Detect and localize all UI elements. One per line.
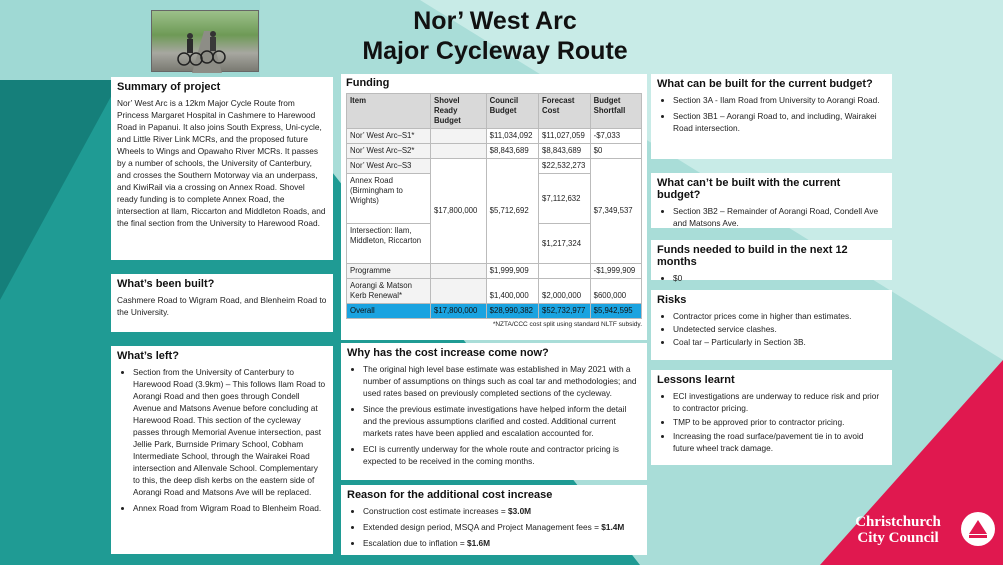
funding-heading: Funding — [346, 77, 390, 89]
overall-row: Overall $17,800,000 $28,990,382 $52,732,977 $5,942,595 — [347, 304, 642, 319]
built-heading: What’s been built? — [117, 278, 215, 290]
list-item: • The original high level base estimate was established in May 2021 with a number of assumptions on things such as coal tar and methodologies; and used rates based on previously completed sections of the cycleway. — [363, 363, 641, 399]
list-item: • Construction cost estimate increases = $3.0M — [363, 505, 641, 517]
why-panel — [341, 343, 647, 480]
table-row: Aorangi & Matson Kerb Renewal* $1,400,000 $2,000,000 $600,000 — [347, 279, 642, 304]
lessons-panel — [651, 370, 892, 465]
cant-heading: What can’t be built with the current budget? — [657, 177, 841, 201]
list-item: • Since the previous estimate investigations have helped inform the detail and the previous assumptions clarified and costed. Additional current markets rates have been applied and escalation accounted for. — [363, 403, 641, 439]
left-panel — [111, 346, 333, 554]
list-item: • Undetected service clashes. — [673, 323, 886, 335]
list-item: • Section 3B2 – Remainder of Aorangi Road, Condell Ave and Matsons Ave. — [673, 205, 886, 229]
reason-heading: Reason for the additional cost increase — [347, 489, 553, 501]
table-row: Nor’ West Arc–S2* $8,843,689 $8,843,689 $0 — [347, 144, 642, 159]
summary-heading: Summary of project — [117, 81, 221, 93]
reason-panel — [341, 485, 647, 555]
page-title: Nor’ West Arc Major Cycleway Route — [362, 7, 628, 65]
council-logo: Christchurch City Council — [838, 510, 998, 555]
column-header: Item — [347, 94, 431, 129]
list-item: • TMP to be approved prior to contractor pricing. — [673, 416, 886, 428]
can-heading: What can be built for the current budget? — [657, 78, 873, 90]
column-header: Council Budget — [486, 94, 538, 129]
list-item: • Extended design period, MSQA and Project Management fees = $1.4M — [363, 521, 641, 533]
funding-table — [346, 93, 642, 319]
list-item: • Coal tar – Particularly in Section 3B. — [673, 336, 886, 348]
risks-panel — [651, 290, 892, 360]
council-emblem-icon — [961, 512, 995, 546]
list-item: • $0 — [673, 272, 886, 284]
lessons-heading: Lessons learnt — [657, 374, 735, 386]
why-heading: Why has the cost increase come now? — [347, 347, 549, 359]
list-item: • Annex Road from Wigram Road to Blenheim Road. — [133, 502, 327, 514]
summary-panel — [111, 77, 333, 260]
funds-heading: Funds needed to build in the next 12 months — [657, 244, 848, 268]
column-header: Forecast Cost — [539, 94, 591, 129]
table-footnote: *NZTA/CCC cost split using standard NLTF subsidy. — [492, 321, 642, 328]
column-header: Shovel Ready Budget — [431, 94, 487, 129]
risks-heading: Risks — [657, 294, 687, 306]
column-header: Budget Shortfall — [590, 94, 641, 129]
funds-panel — [651, 240, 892, 283]
table-row: Annex Road (Birmingham to Wrights) $7,112,632 — [347, 174, 642, 224]
built-panel — [111, 274, 333, 332]
built-text: Cashmere Road to Wigram Road, and Blenheim Road to the University. — [117, 295, 327, 317]
funding-panel — [341, 74, 647, 340]
list-item: • Contractor prices come in higher than estimates. — [673, 310, 886, 322]
summary-text: Nor’ West Arc is a 12km Major Cycle Route from Princess Margaret Hospital in Cashmere to Harewood Road in Papanui. It also joins South Express, Uni-cycle, and Little River Link MCRs, and the proposed future Wheels to Wings and Opawaho River MCRs. It passes by a number of schools, the University of Canterbury, and crosses the Southern Motorway via an underpass, and KiwiRail via a crossing on Annex Road. Shovel ready funding is to complete Annex Road, the intersection at Ilam, Riccarton and Middleton Roads, and the final section from the University to Harewood Road. — [117, 98, 326, 228]
table-row: Nor’ West Arc–S3 $17,800,000 $5,712,692 $22,532,273 $7,349,537 — [347, 159, 642, 174]
cyclists-photo — [151, 10, 259, 72]
list-item: • Section from the University of Canterbury to Harewood Road (3.9km) – This follows Ilam Road to Aorangi Road and then goes through Condell Avenue and Matsons Avenue before concluding at Harewood Road. This section of the cycleway passes through Memorial Avenue intersection, past Jellie Park, Burnside Primary School, Cobham Intermediate School, through the Wairakei Road intersection and Allenvale School. Complementary to this, the deep dish kerbs on the eastern side of Aorangi Road and Matsons Ave will be replaced. — [133, 366, 327, 498]
list-item: • Escalation due to inflation = $1.6M — [363, 537, 641, 549]
cant-build-panel — [651, 173, 892, 228]
list-item: • Section 3B1 – Aorangi Road to, and including, Wairakei Road intersection. — [673, 110, 886, 134]
list-item: • ECI is currently underway for the whole route and contractor pricing is expected to be received in the coming months. — [363, 443, 641, 467]
table-row: Programme $1,999,909 -$1,999,909 — [347, 264, 642, 279]
list-item: • Section 3A - Ilam Road from University to Aorangi Road. — [673, 94, 886, 106]
left-heading: What’s left? — [117, 350, 179, 362]
can-build-panel — [651, 74, 892, 159]
table-row: Nor’ West Arc–S1* $11,034,092 $11,027,059 -$7,033 — [347, 129, 642, 144]
table-row: Intersection: Ilam, Middleton, Riccarton $1,217,324 — [347, 224, 642, 264]
list-item: • Increasing the road surface/pavement tie in to avoid future wheel track damage. — [673, 430, 886, 454]
list-item: • ECI investigations are underway to reduce risk and prior to contractor pricing. — [673, 390, 886, 414]
